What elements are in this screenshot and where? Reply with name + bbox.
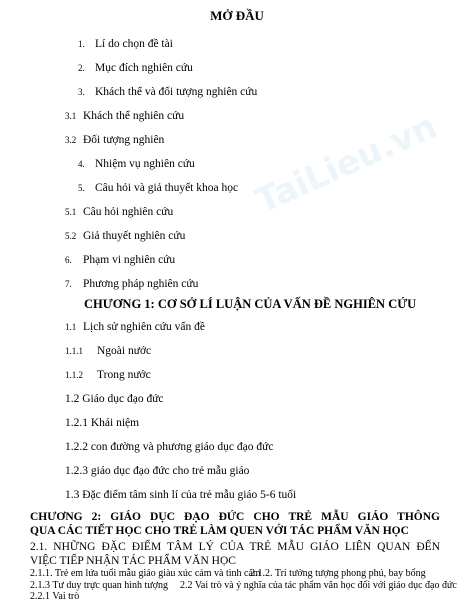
- toc-item: 3. Khách thể và đối tượng nghiên cứu: [78, 86, 258, 98]
- toc-item: 1.2.1 Khái niệm: [65, 417, 140, 429]
- toc-item: 7. Phương pháp nghiên cứu: [65, 278, 199, 290]
- toc-item: 1.2.3 giáo dục đạo đức cho trẻ mẫu giáo: [65, 465, 250, 477]
- toc-item: 1.1 Lịch sử nghiên cứu vấn đề: [65, 321, 206, 333]
- toc-item: 2.1.2. Trí tưởng tượng phong phú, bay bổng: [250, 568, 426, 579]
- section-2-1-line-1: 2.1. NHỮNG ĐẶC ĐIỂM TÂM LÝ CỦA TRẺ MẪU GIÁO LIÊN QUAN ĐẾN: [30, 541, 440, 553]
- toc-item: 1.2.2 con đường và phương giáo dục đạo đức: [65, 441, 274, 453]
- toc-item: 1. Lí do chọn đề tài: [78, 38, 173, 50]
- toc-item: 4. Nhiệm vụ nghiên cứu: [78, 158, 195, 170]
- toc-item: 2.1.3 Tư duy trực quan hình tượng: [30, 580, 169, 591]
- chapter-2-heading-line-1: CHƯƠNG 2: GIÁO DỤC ĐẠO ĐỨC CHO TRẺ MẪU GIÁO THÔNG: [30, 511, 440, 523]
- toc-item: 5.1 Câu hỏi nghiên cứu: [65, 206, 174, 218]
- toc-item: 1.1.1 Ngoài nước: [65, 345, 152, 357]
- chapter-1-heading: CHƯƠNG 1: CƠ SỞ LÍ LUẬN CỦA VẤN ĐỀ NGHIÊN CỨU: [84, 297, 417, 311]
- toc-item: 2.1.1. Trẻ em lứa tuổi mẫu giáo giàu xúc cảm và tình cảm: [30, 568, 261, 579]
- toc-item: 5. Câu hỏi và giả thuyết khoa học: [78, 182, 239, 194]
- toc-item: 1.1.2 Trong nước: [65, 369, 151, 381]
- toc-item: 3.2 Đối tượng nghiên: [65, 134, 165, 146]
- page-title: MỞ ĐẦU: [210, 8, 264, 23]
- toc-item: 3.1 Khách thể nghiên cứu: [65, 110, 185, 122]
- toc-item: 1.3 Đặc điểm tâm sinh lí của trẻ mẫu giáo 5-6 tuổi: [65, 489, 297, 501]
- toc-item: 1.2 Giáo dục đạo đức: [65, 393, 164, 405]
- toc-item: 6. Phạm vi nghiên cứu: [65, 254, 176, 266]
- toc-item: 2. Mục đích nghiên cứu: [78, 62, 193, 74]
- toc-item: 2.2 Vai trò và ý nghĩa của tác phẩm văn học đối với giáo dục đạo đức: [180, 580, 457, 591]
- watermark-logo: TaiLieu.vn: [250, 106, 443, 222]
- toc-item: 2.2.1 Vai trò: [30, 591, 80, 602]
- toc-item: 5.2 Giả thuyết nghiên cứu: [65, 230, 186, 242]
- chapter-2-heading-line-2: QUA CÁC TIẾT HỌC CHO TRẺ LÀM QUEN VỚI TÁC PHẨM VĂN HỌC: [30, 525, 409, 537]
- section-2-1-line-2: VIỆC TIẾP NHẬN TÁC PHẨM VĂN HỌC: [30, 555, 236, 567]
